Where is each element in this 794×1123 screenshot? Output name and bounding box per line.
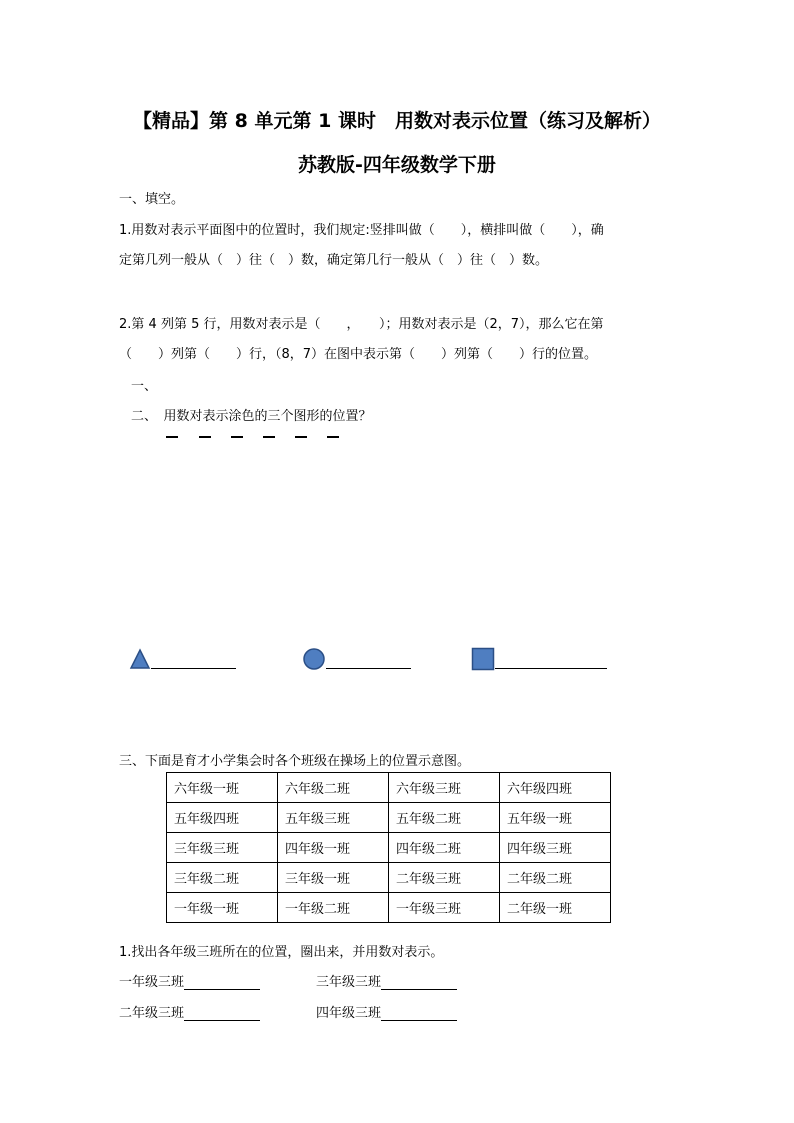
answer-label: 四年级三班 [316,1006,382,1021]
answer-blank[interactable] [381,1006,457,1021]
dash-mark [263,436,275,438]
document-subtitle: 苏教版-四年级数学下册 [298,154,496,176]
document-title: 【精品】第 8 单元第 1 课时 用数对表示位置（练习及解析） [133,110,661,132]
answer-row [316,971,457,990]
dash-mark [231,436,243,438]
stray-numeral: 一、 [131,379,158,394]
section3-heading: 三、下面是育才小学集会时各个班级在操场上的位置示意图。 [119,754,471,769]
table-cell: 二年级二班 [500,863,611,893]
table-cell: 六年级三班 [389,773,500,803]
table-row [167,863,611,893]
table-cell: 六年级二班 [278,773,389,803]
table-cell: 五年级四班 [167,803,278,833]
table-row [167,893,611,923]
table-cell: 六年级四班 [500,773,611,803]
answer-blank[interactable] [184,1006,260,1021]
answer-blank[interactable] [184,975,260,990]
q2-line2: （ ）列第（ ）行，（8，7）在图中表示第（ ）列第（ ）行的位置。 [119,347,598,362]
section3-q1: 1.找出各年级三班所在的位置，圈出来，并用数对表示。 [119,945,444,960]
square-answer-line[interactable] [495,668,607,669]
triangle-answer-line[interactable] [151,668,236,669]
table-cell: 四年级二班 [389,833,500,863]
dash-mark [295,436,307,438]
answer-row [119,971,260,990]
circle-answer-line[interactable] [326,668,411,669]
table-cell: 五年级三班 [278,803,389,833]
dash-mark [199,436,211,438]
q1-line2: 定第几列一般从（ ）往（ ）数，确定第几行一般从（ ）往（ ）数。 [119,253,549,268]
dash-mark [166,436,178,438]
table-cell: 一年级二班 [278,893,389,923]
answer-blank[interactable] [381,975,457,990]
answer-label: 二年级三班 [119,1006,185,1021]
table-cell: 五年级一班 [500,803,611,833]
table-row [167,833,611,863]
circle-icon [302,647,326,671]
table-cell: 四年级三班 [500,833,611,863]
table-cell: 二年级三班 [389,863,500,893]
answer-label: 三年级三班 [316,975,382,990]
q2-line1: 2.第 4 列第 5 行，用数对表示是（ ， ）；用数对表示是（2，7），那么它在第 [119,317,604,332]
dash-mark [327,436,339,438]
answer-row [316,1002,457,1021]
triangle-icon [129,648,151,670]
table-cell: 三年级二班 [167,863,278,893]
answer-row [119,1002,260,1021]
table-cell: 三年级一班 [278,863,389,893]
table-cell: 一年级三班 [389,893,500,923]
table-cell: 三年级三班 [167,833,278,863]
table-cell: 一年级一班 [167,893,278,923]
section1-heading: 一、填空。 [119,192,185,207]
table-cell: 二年级一班 [500,893,611,923]
table-cell: 五年级二班 [389,803,500,833]
table-cell: 四年级一班 [278,833,389,863]
q1-line1: 1.用数对表示平面图中的位置时，我们规定:竖排叫做（ ），横排叫做（ ），确 [119,223,604,238]
table-row [167,773,611,803]
class-position-table [166,772,611,923]
answer-label: 一年级三班 [119,975,185,990]
table-cell: 六年级一班 [167,773,278,803]
square-icon [471,647,495,671]
table-row [167,803,611,833]
section2-heading: 二、 用数对表示涂色的三个图形的位置？ [131,409,372,424]
